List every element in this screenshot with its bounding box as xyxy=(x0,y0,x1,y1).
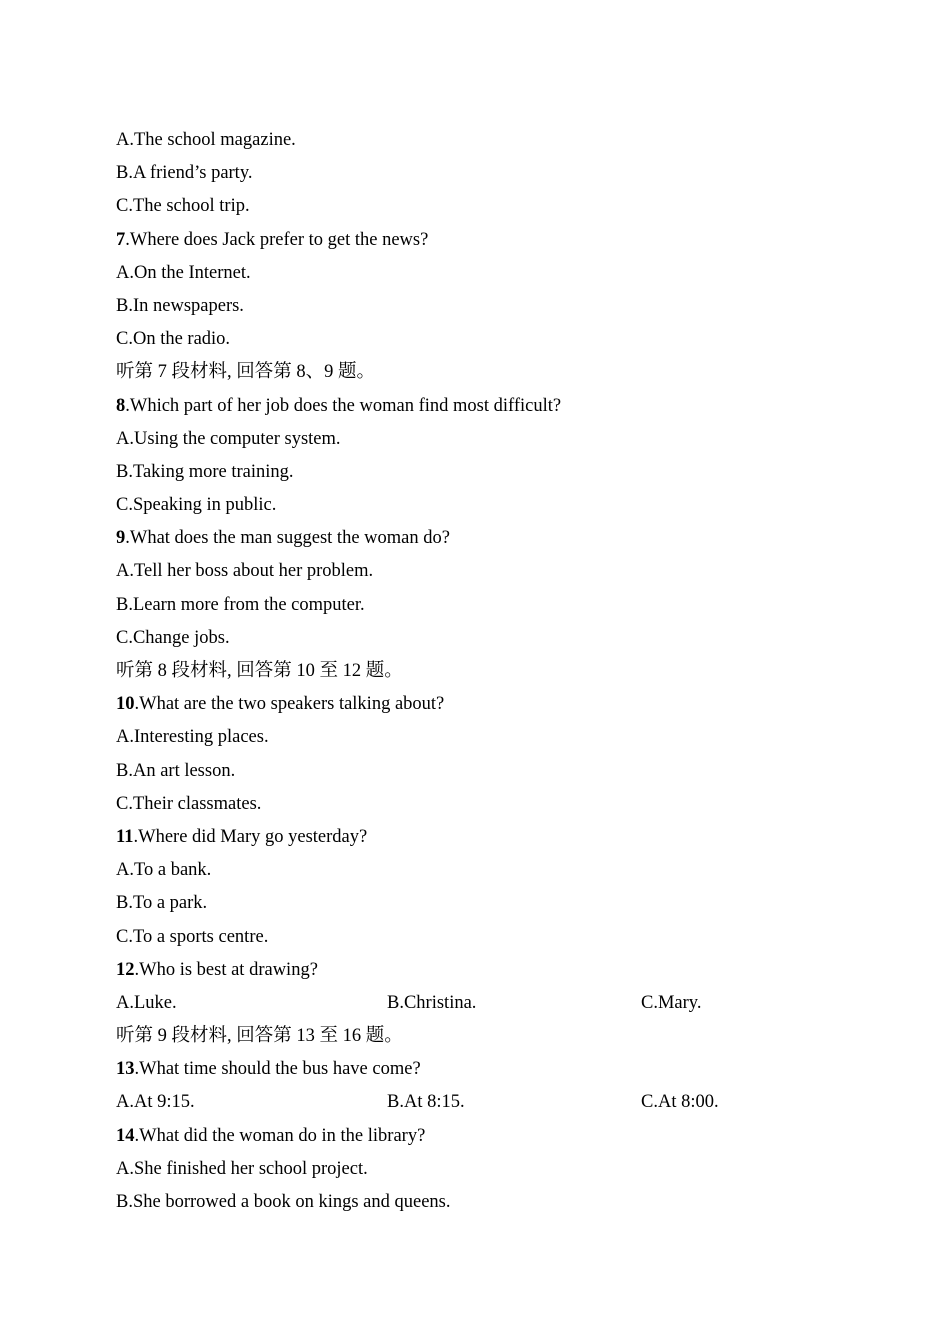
question-number: 10 xyxy=(116,694,135,715)
question-12 xyxy=(116,954,876,987)
section-instruction: 听第 8 段材料, 回答第 10 至 12 题。 xyxy=(116,661,403,681)
answer-option: B.Taking more training. xyxy=(116,461,294,482)
question-number: 12 xyxy=(116,959,135,980)
question-number: 11 xyxy=(116,826,134,847)
question-number: 9 xyxy=(116,528,126,549)
answer-option: C.Speaking in public. xyxy=(116,495,277,516)
answer-option: C.To a sports centre. xyxy=(116,926,269,947)
answer-option: A.At 9:15. xyxy=(116,1092,195,1113)
answer-option: A.She finished her school project. xyxy=(116,1158,368,1179)
answer-option: A.Luke. xyxy=(116,992,177,1013)
answer-option: C.Mary. xyxy=(641,992,702,1013)
question-10 xyxy=(116,688,876,721)
answer-option: A.On the Internet. xyxy=(116,262,251,283)
question-text: .What time should the bus have come? xyxy=(134,1059,421,1080)
question-text: .Who is best at drawing? xyxy=(134,959,318,980)
answer-option: C.At 8:00. xyxy=(641,1092,719,1113)
answer-option: A.Interesting places. xyxy=(116,727,269,748)
question-9 xyxy=(116,522,876,555)
question-13 xyxy=(116,1053,876,1086)
question-text: .What are the two speakers talking about? xyxy=(134,694,445,715)
question-number: 7 xyxy=(116,229,126,250)
option-row xyxy=(116,987,876,1020)
answer-option: B.A friend’s party. xyxy=(116,163,253,184)
question-text: .Where does Jack prefer to get the news? xyxy=(125,229,429,250)
question-text: .What does the man suggest the woman do? xyxy=(125,528,450,549)
question-number: 13 xyxy=(116,1059,135,1080)
question-number: 14 xyxy=(116,1125,135,1146)
answer-option: A.Tell her boss about her problem. xyxy=(116,561,374,582)
answer-option: B.To a park. xyxy=(116,893,208,914)
section-instruction: 听第 7 段材料, 回答第 8、9 题。 xyxy=(116,362,376,383)
answer-option: A.Using the computer system. xyxy=(116,428,341,449)
answer-option: B.In newspapers. xyxy=(116,295,244,316)
option-row xyxy=(116,1086,876,1119)
question-number: 8 xyxy=(116,395,126,416)
question-text: .Where did Mary go yesterday? xyxy=(133,826,368,847)
question-text: .Which part of her job does the woman find most difficult? xyxy=(125,395,562,416)
question-8 xyxy=(116,390,876,423)
answer-option: C.The school trip. xyxy=(116,196,250,217)
answer-option: C.Change jobs. xyxy=(116,627,230,648)
answer-option: C.Their classmates. xyxy=(116,793,262,814)
question-11 xyxy=(116,821,876,854)
question-14 xyxy=(116,1120,876,1153)
answer-option: B.Learn more from the computer. xyxy=(116,594,365,615)
answer-option: B.She borrowed a book on kings and queens. xyxy=(116,1192,451,1212)
answer-option: B.At 8:15. xyxy=(387,1092,465,1113)
answer-option: A.The school magazine. xyxy=(116,130,296,150)
answer-option: C.On the radio. xyxy=(116,329,231,350)
answer-option: A.To a bank. xyxy=(116,860,212,881)
answer-option: B.An art lesson. xyxy=(116,760,236,781)
section-instruction: 听第 9 段材料, 回答第 13 至 16 题。 xyxy=(116,1026,403,1047)
document-page xyxy=(116,124,876,1219)
question-text: .What did the woman do in the library? xyxy=(134,1125,426,1146)
question-7 xyxy=(116,224,876,257)
answer-option: B.Christina. xyxy=(387,992,477,1013)
